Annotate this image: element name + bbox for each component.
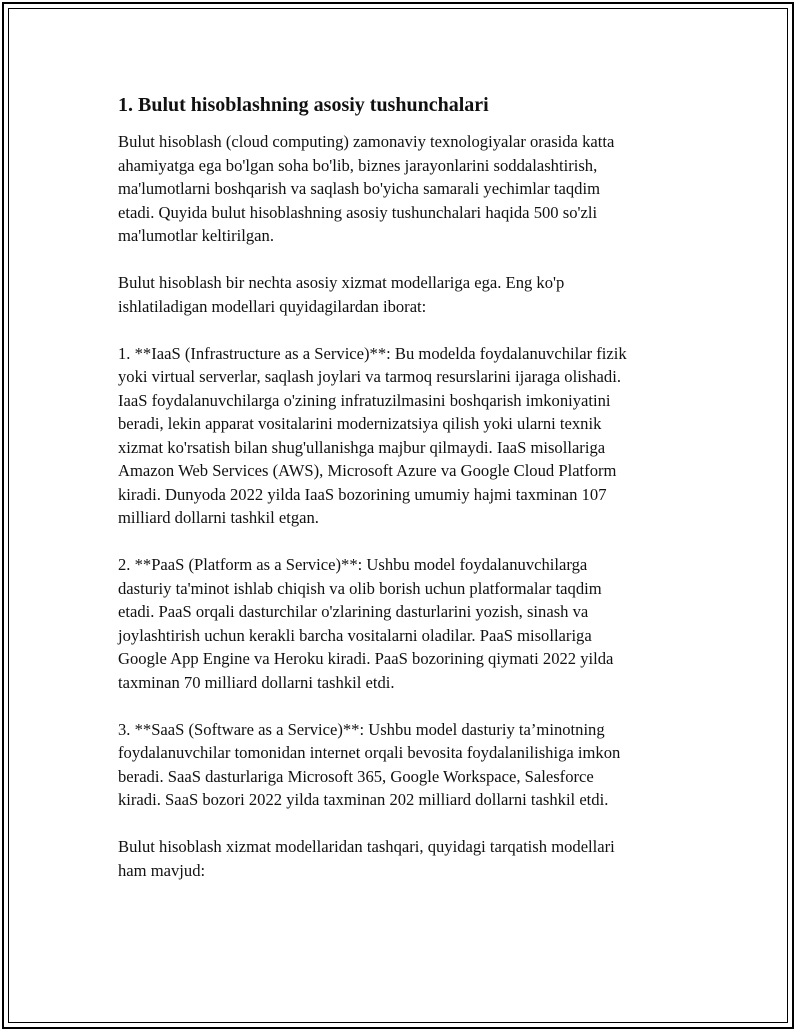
paragraph-paas: 2. **PaaS (Platform as a Service)**: Ushbu model foydalanuvchilarga dasturiy ta'minot ishlab chiqish va olib borish uchun platformalar taqdim etadi. PaaS orqali dasturchilar o'zlarining dasturlarini yozish, sinash va joylashtirish uchun kerakli barcha vositalarni oladilar. PaaS misollariga Google App Engine va Heroku kiradi. PaaS bozorining qiymati 2022 yilda taxminan 70 milliard dollarni tashkil etdi. bbox=[118, 555, 614, 692]
paragraph-deployment-intro: Bulut hisoblash xizmat modellaridan tashqari, quyidagi tarqatish modellari ham mavjud: bbox=[118, 837, 615, 880]
paragraph-intro: Bulut hisoblash (cloud computing) zamonaviy texnologiyalar orasida katta ahamiyatga ega bo'lgan soha bo'lib, biznes jarayonlarini soddalashtirish, ma'lumotlarni boshqarish va saqlash bo'yicha samarali yechimlar taqdim etadi. Quyida bulut hisoblashning asosiy tushunchalari haqida 500 so'zli ma'lumotlar keltirilgan. bbox=[118, 132, 615, 245]
section-heading: 1. Bulut hisoblashning asosiy tushunchalari bbox=[118, 94, 489, 116]
paragraph-iaas: 1. **IaaS (Infrastructure as a Service)**: Bu modelda foydalanuvchilar fizik yoki virtual serverlar, saqlash joylari va tarmoq resurslarini ijaraga olishadi. IaaS foydalanuvchilarga o'zining infratuzilmasini boshqarish imkoniyatini beradi, lekin apparat vositalarini modernizatsiya qilish yoki ularni texnik xizmat ko'rsatish bilan shug'ullanishga majbur qilmaydi. IaaS misollariga Amazon Web Services (AWS), Microsoft Azure va Google Cloud Platform kiradi. Dunyoda 2022 yilda IaaS bozorining umumiy hajmi taxminan 107 milliard dollarni tashkil etgan. bbox=[118, 343, 627, 527]
document-body bbox=[118, 92, 718, 906]
paragraph-models-intro: Bulut hisoblash bir nechta asosiy xizmat modellariga ega. Eng ko'p ishlatiladigan modellari quyidagilardan iborat: bbox=[118, 273, 565, 316]
paragraph-saas: 3. **SaaS (Software as a Service)**: Ushbu model dasturiy ta’minotning foydalanuvchilar tomonidan internet orqali bevosita foydalanilishiga imkon beradi. SaaS dasturlariga Microsoft 365, Google Workspace, Salesforce kiradi. SaaS bozori 2022 yilda taxminan 202 milliard dollarni tashkil etdi. bbox=[118, 719, 621, 809]
